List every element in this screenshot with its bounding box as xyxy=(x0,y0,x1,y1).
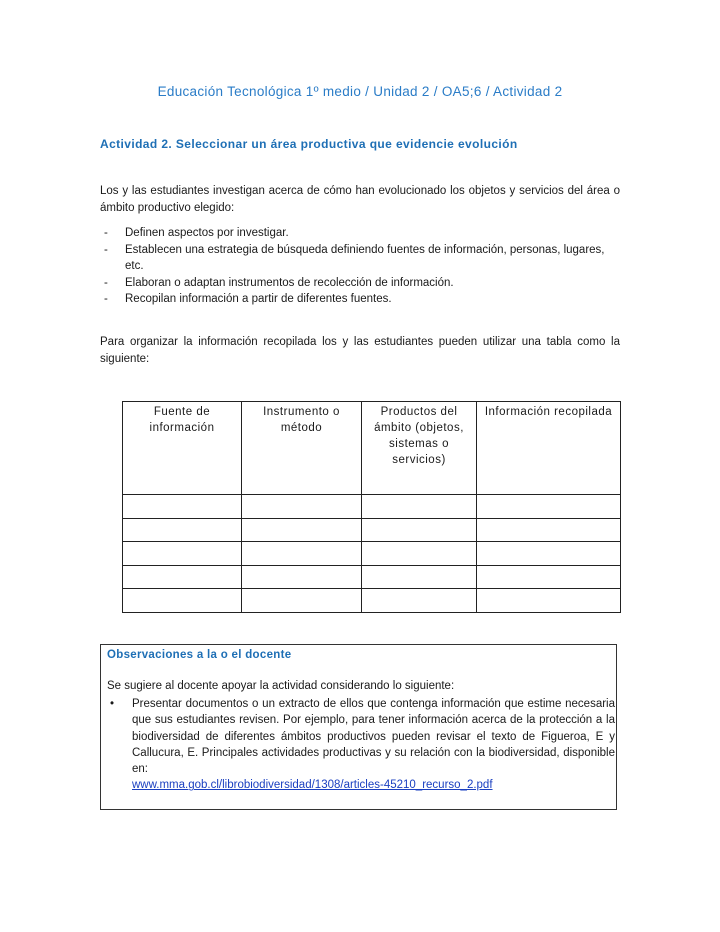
list-item: - Establecen una estrategia de búsqueda definiendo fuentes de información, personas, lugares, etc. xyxy=(104,243,605,272)
observations-intro: Se sugiere al docente apoyar la actividad considerando lo siguiente: xyxy=(107,680,455,692)
observation-text: Presentar documentos o un extracto de ellos que contenga información que estime necesaria que sus estudiantes revisen. Por ejemplo, para tener información acerca de la protección a la biodiversidad de diferentes ámbitos productivos pueden revisar el texto de Figueroa, E y Callucura, E. Principales actividades productivas y su relación con la biodiversidad, disponible en: xyxy=(132,698,615,776)
table-cell xyxy=(477,565,621,589)
list-item: - Definen aspectos por investigar. xyxy=(100,225,620,242)
list-item: - Recopilan información a partir de diferentes fuentes. xyxy=(100,291,620,308)
resource-link[interactable]: www.mma.gob.cl/librobiodiversidad/1308/articles-45210_recurso_2.pdf xyxy=(132,779,493,792)
table-row xyxy=(123,518,621,542)
list-item: - Elaboran o adaptan instrumentos de recolección de información. xyxy=(100,275,620,292)
table-cell xyxy=(362,565,477,589)
table-row xyxy=(123,542,621,566)
table-cell xyxy=(477,542,621,566)
dash-bullet-icon: - xyxy=(104,276,108,289)
table-cell xyxy=(477,589,621,613)
column-header: Fuente de información xyxy=(123,402,242,495)
table-cell xyxy=(242,518,362,542)
dash-bullet-icon: - xyxy=(104,243,108,256)
table-cell xyxy=(362,589,477,613)
table-row xyxy=(123,565,621,589)
bullet-dot-icon: • xyxy=(110,698,115,710)
column-header: Información recopilada xyxy=(477,402,621,495)
table-cell xyxy=(362,542,477,566)
teacher-observations-box xyxy=(100,644,617,810)
dash-bullet-icon: - xyxy=(104,293,108,305)
observations-title: Observaciones a la o el docente xyxy=(107,649,292,661)
table-cell xyxy=(123,518,242,542)
activity-intro: Los y las estudiantes investigan acerca de cómo han evolucionado los objetos y servicios del área o ámbito productivo elegido: xyxy=(100,185,620,214)
observations-list xyxy=(107,696,615,794)
table-cell xyxy=(123,565,242,589)
table-cell xyxy=(123,495,242,519)
table-cell xyxy=(242,542,362,566)
table-cell xyxy=(477,518,621,542)
table-header-row xyxy=(123,402,621,495)
table-cell xyxy=(242,495,362,519)
table-intro: Para organizar la información recopilada los y las estudiantes pueden utilizar una tabla como la siguiente: xyxy=(100,336,620,365)
table-cell xyxy=(477,495,621,519)
table-cell xyxy=(242,565,362,589)
table-cell xyxy=(123,589,242,613)
table-row xyxy=(123,495,621,519)
page-header-breadcrumb: Educación Tecnológica 1º medio / Unidad 2 / OA5;6 / Actividad 2 xyxy=(157,84,563,99)
table-cell xyxy=(242,589,362,613)
steps-list xyxy=(100,225,620,308)
information-table xyxy=(122,401,621,613)
list-item xyxy=(107,696,615,794)
column-header: Instrumento o método xyxy=(242,402,362,495)
table-cell xyxy=(123,542,242,566)
column-header: Productos del ámbito (objetos, sistemas o servicios) xyxy=(362,402,477,495)
activity-title: Actividad 2. Seleccionar un área productiva que evidencie evolución xyxy=(100,137,518,151)
dash-bullet-icon: - xyxy=(104,227,108,239)
table-cell xyxy=(362,495,477,519)
table-row xyxy=(123,589,621,613)
table-cell xyxy=(362,518,477,542)
